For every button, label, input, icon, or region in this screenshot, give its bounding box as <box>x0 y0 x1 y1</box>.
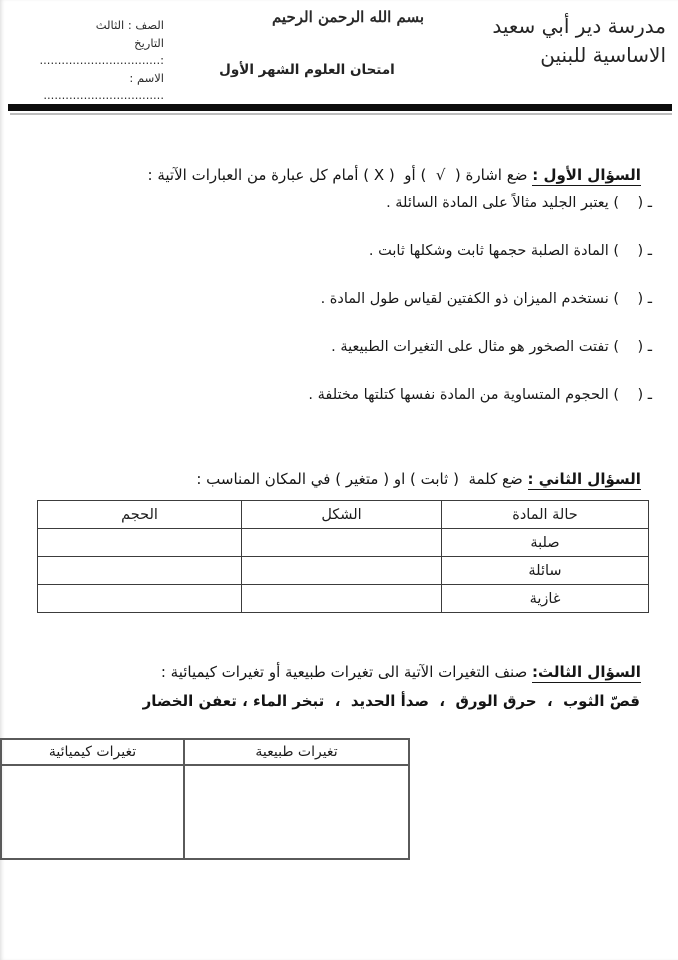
table-row <box>1 765 409 859</box>
school-name <box>436 12 666 70</box>
table-row <box>38 585 649 613</box>
date-field: التاريخ :................................. <box>39 35 164 67</box>
bismillah-calligraphy: بسم الله الرحمن الرحيم <box>271 8 425 26</box>
table-header-row <box>38 501 649 529</box>
answer-cell <box>184 765 409 859</box>
question3-prompt: صنف التغيرات الآتية الى تغيرات طبيعية أو تغيرات كيميائية : <box>160 663 533 681</box>
state-liquid: سائلة <box>442 557 649 585</box>
question2-heading <box>160 452 660 506</box>
statement-item: ـ ( ) الحجوم المتساوية من المادة نفسها كتلتها مختلفة . <box>308 387 652 403</box>
question3-heading <box>60 645 660 699</box>
column-header-volume: الحجم <box>38 501 242 529</box>
school-name-line2: الاساسية للبنين <box>540 43 666 67</box>
column-header-state: حالة المادة <box>442 501 649 529</box>
answer-cell <box>242 585 442 613</box>
states-of-matter-table <box>37 500 649 613</box>
column-header-shape: الشكل <box>242 501 442 529</box>
question1-prompt: ضع اشارة ( √ ) أو ( X ) أمام كل عبارة من العبارات الآتية : <box>147 166 533 184</box>
answer-cell <box>242 557 442 585</box>
answer-cell <box>242 529 442 557</box>
header-divider-shadow <box>10 113 672 115</box>
statement-item: ـ ( ) تفتت الصخور هو مثال على التغيرات الطبيعية . <box>331 339 652 355</box>
answer-cell <box>1 765 184 859</box>
question3-label: السؤال الثالث: <box>532 663 641 681</box>
column-header-chemical-changes: تغيرات كيميائية <box>1 739 184 765</box>
statement-item: ـ ( ) نستخدم الميزان ذو الكفتين لقياس طول المادة . <box>320 291 652 307</box>
answer-cell <box>38 557 242 585</box>
header-divider-bar <box>8 104 672 111</box>
question1-statements <box>32 192 652 432</box>
state-gas: غازية <box>442 585 649 613</box>
question1-label: السؤال الأول : <box>532 166 641 184</box>
statement-item: ـ ( ) يعتبر الجليد مثالاً على المادة السائلة . <box>386 195 652 211</box>
student-meta-block <box>14 17 164 105</box>
question2-label: السؤال الثاني : <box>527 470 641 488</box>
table-row <box>38 529 649 557</box>
answer-cell <box>38 529 242 557</box>
statement-item: ـ ( ) المادة الصلبة حجمها ثابت وشكلها ثابت . <box>368 243 652 259</box>
grade-field: الصف : الثالث <box>95 18 164 32</box>
exam-title: امتحان العلوم الشهر الأول <box>219 62 395 78</box>
name-field: الاسم : ................................. <box>43 70 164 102</box>
column-header-natural-changes: تغيرات طبيعية <box>184 739 409 765</box>
changes-classification-table <box>0 738 410 860</box>
school-name-line1: مدرسة دير أبي سعيد <box>492 14 666 38</box>
state-solid: صلبة <box>442 529 649 557</box>
answer-cell <box>38 585 242 613</box>
table-header-row <box>1 739 409 765</box>
question2-prompt: ضع كلمة ( ثابت ) او ( متغير ) في المكان المناسب : <box>196 470 528 488</box>
question3-items-line: قصّ الثوب ، حرق الورق ، صدأ الحديد ، تبخر الماء ، تعفن الخضار <box>142 692 640 710</box>
table-row <box>38 557 649 585</box>
